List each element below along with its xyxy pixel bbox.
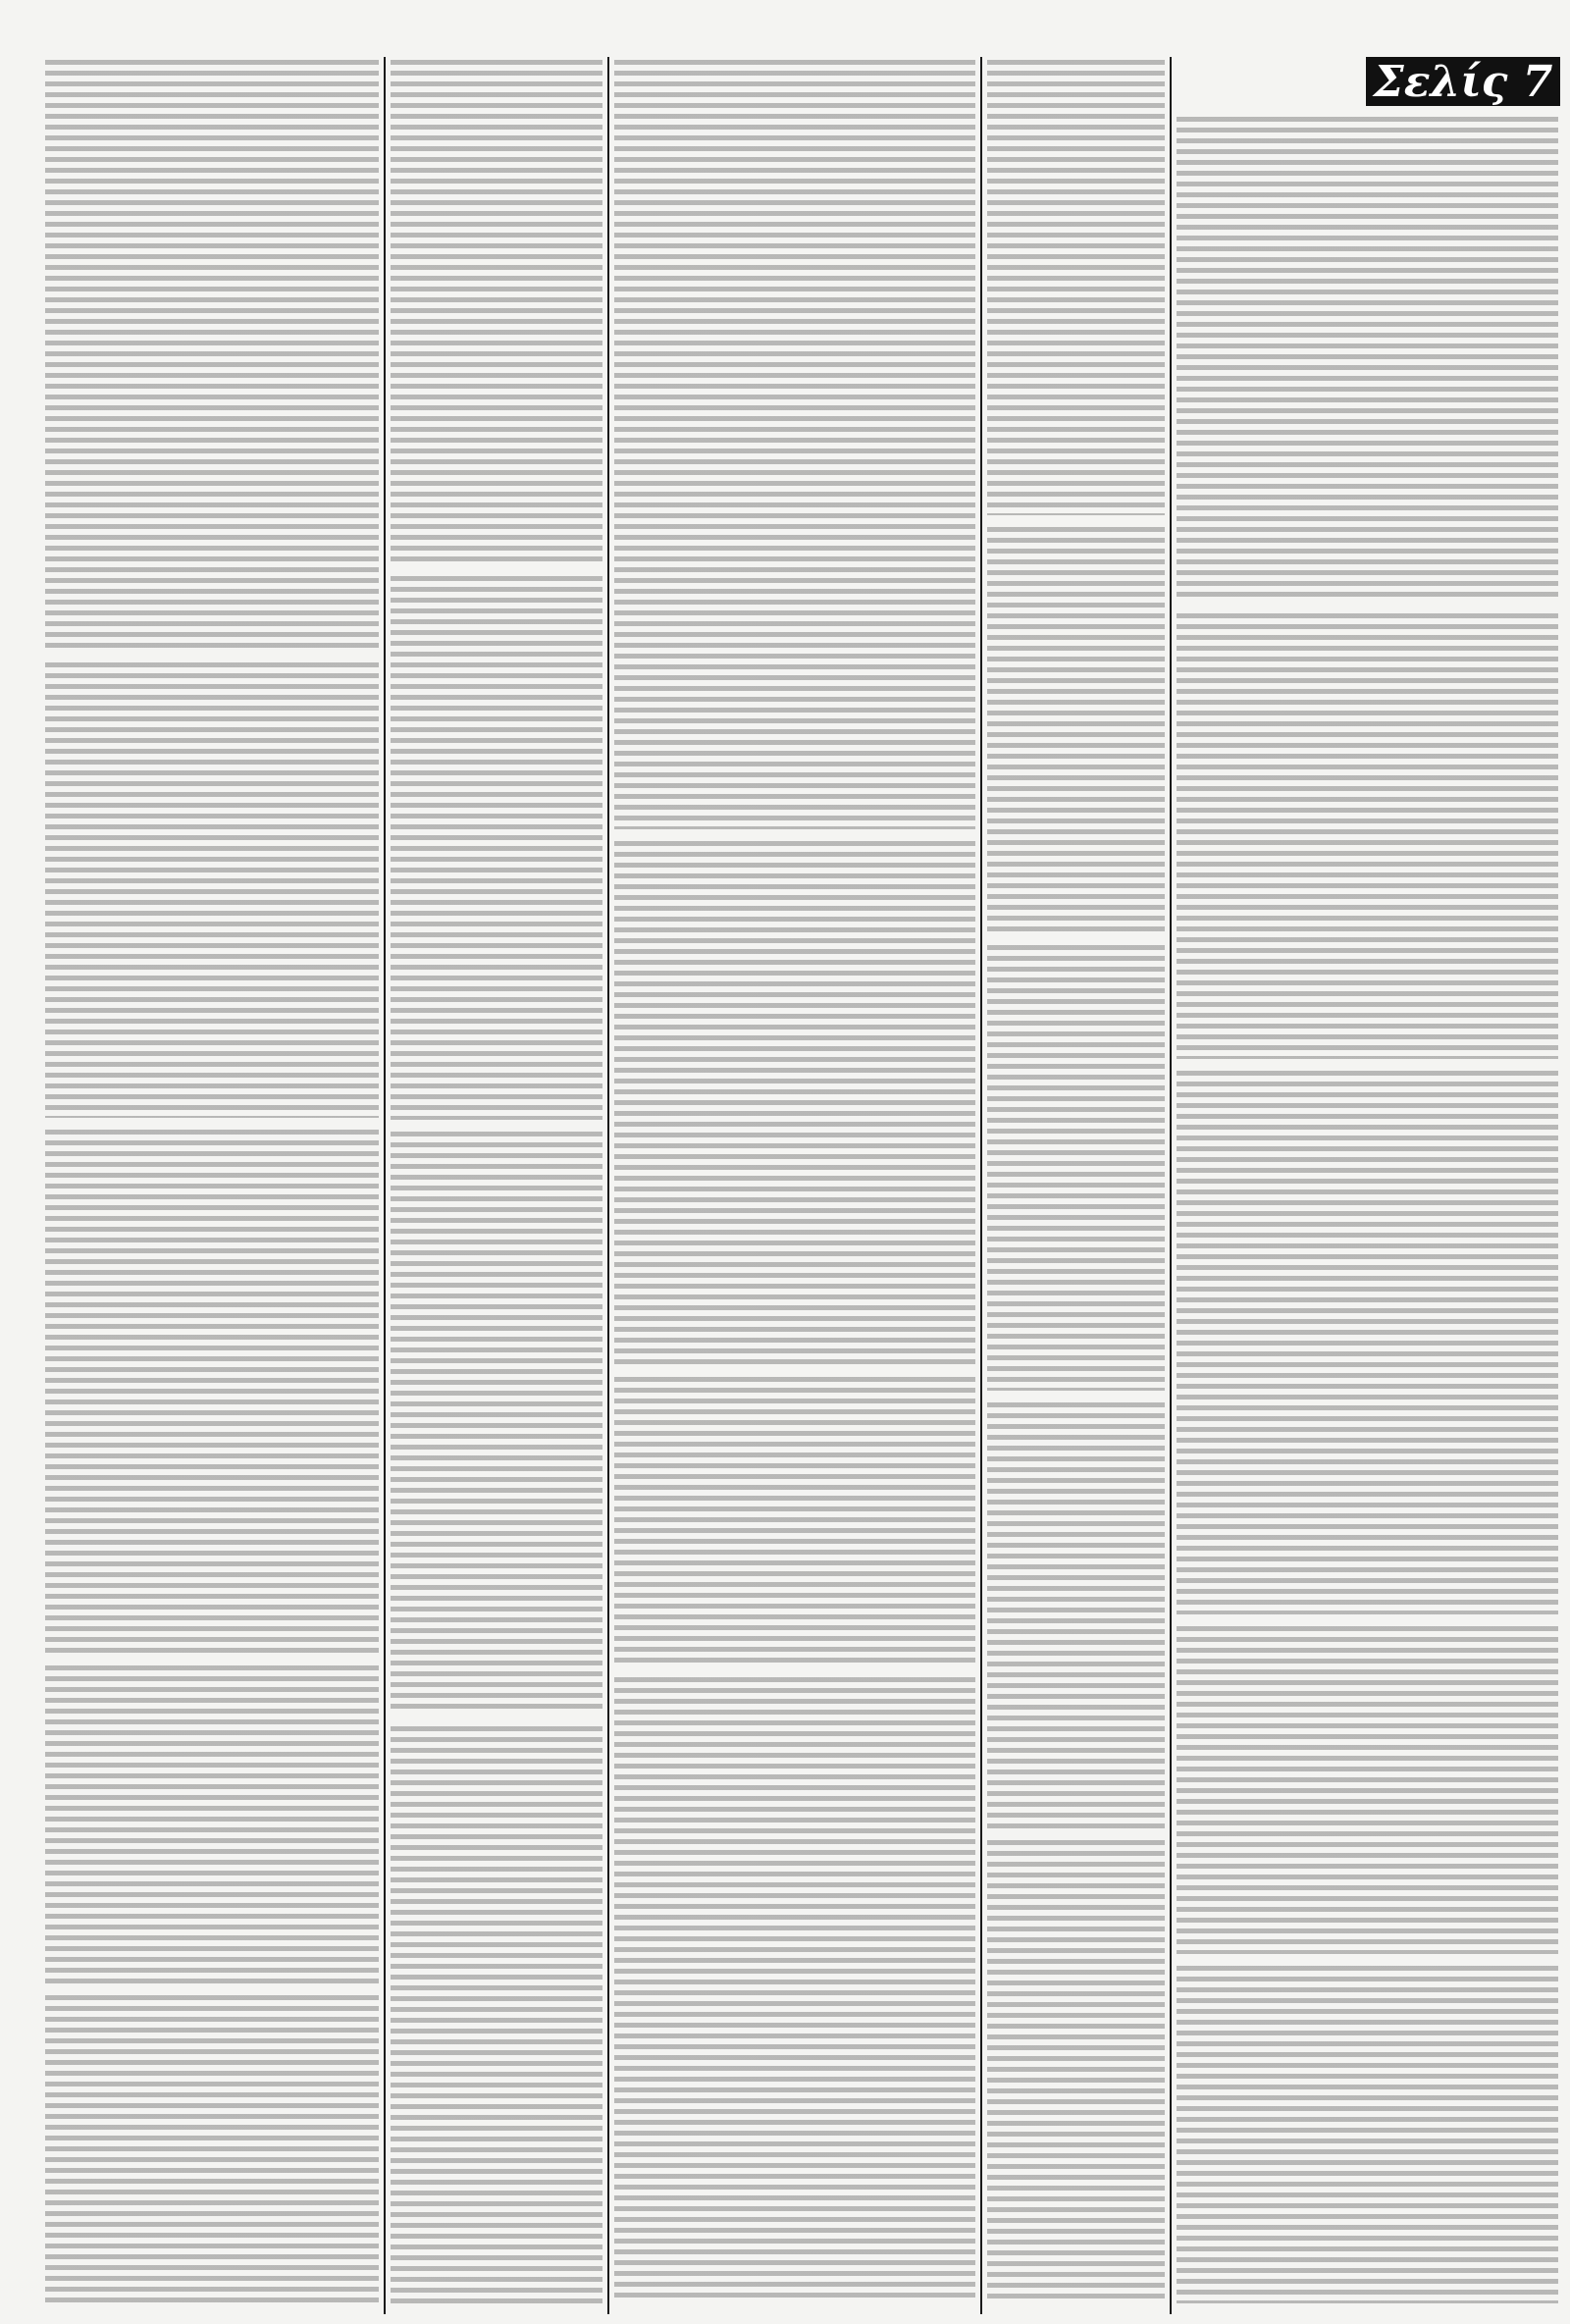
column-rule	[980, 57, 982, 2314]
article-col5-d	[1175, 1623, 1560, 1957]
article-col3-c	[612, 1374, 977, 1668]
article-col3-a	[612, 57, 977, 832]
article-col4-d	[985, 1400, 1167, 1831]
article-col1-d	[43, 1663, 381, 1986]
article-col1-c	[43, 1127, 381, 1657]
page-label: Σελίς 7	[1366, 57, 1560, 106]
article-col2-c	[389, 1129, 604, 1717]
article-col4-a	[985, 57, 1167, 518]
article-col5-e	[1175, 1963, 1560, 2306]
article-col1-e	[43, 1992, 381, 2306]
article-col2-d	[389, 1723, 604, 2306]
column-rule	[384, 57, 386, 2314]
article-col2-a	[389, 57, 604, 567]
article-col1-b	[43, 660, 381, 1121]
article-col1-a	[43, 57, 381, 654]
article-col5-a	[1175, 114, 1560, 605]
article-col4-e	[985, 1837, 1167, 2306]
column-rule	[1170, 57, 1172, 2314]
column-rule	[607, 57, 609, 2314]
article-col5-c	[1175, 1068, 1560, 1617]
article-col5-b	[1175, 610, 1560, 1062]
article-col3-d	[612, 1674, 977, 2306]
article-col3-b	[612, 838, 977, 1368]
article-col4-c	[985, 942, 1167, 1394]
article-col4-b	[985, 524, 1167, 936]
article-col2-b	[389, 573, 604, 1123]
